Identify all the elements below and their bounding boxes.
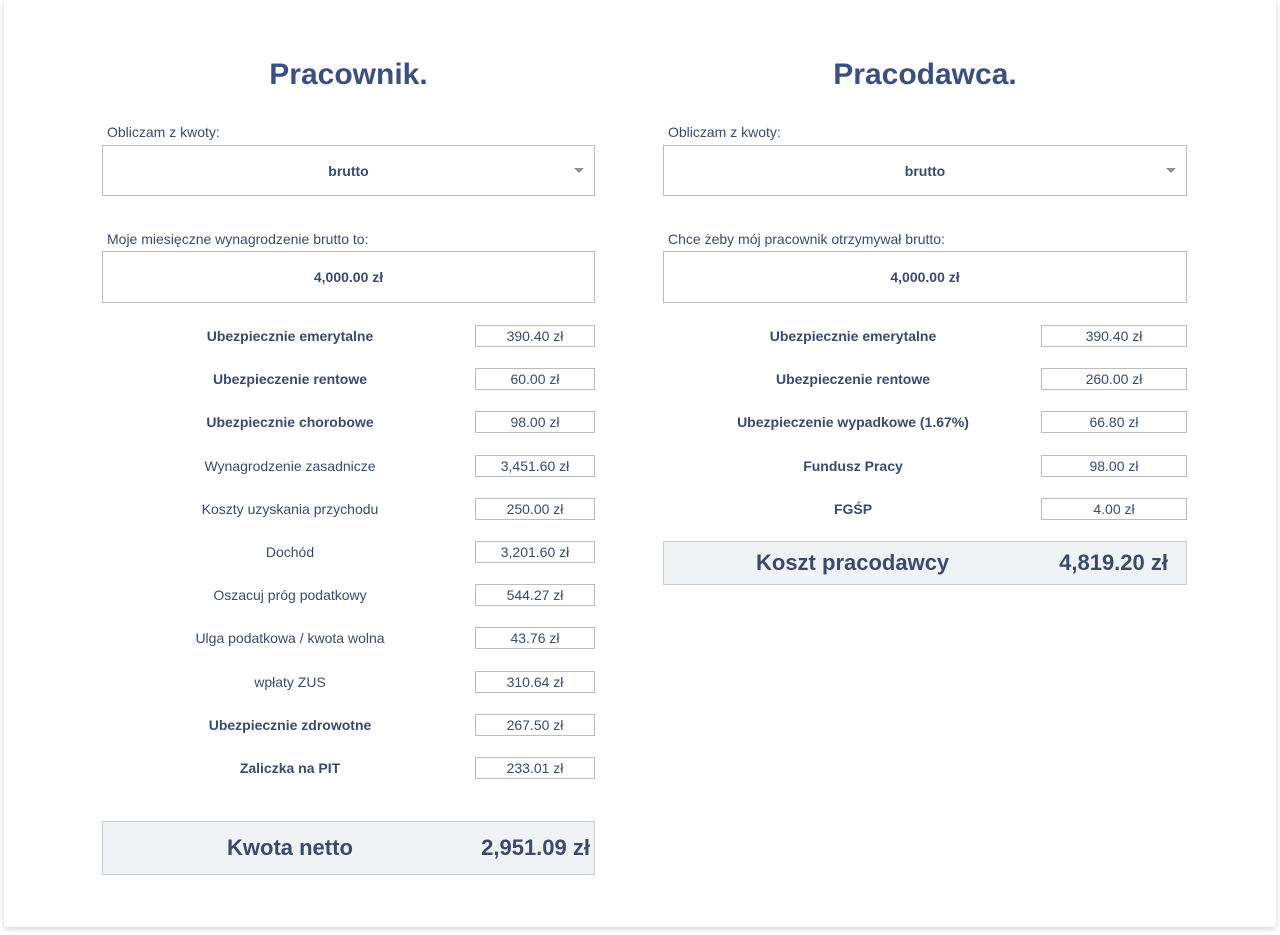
employee-row-value[interactable]: 3,451.60 zł (475, 455, 595, 477)
employee-row-value[interactable]: 250.00 zł (475, 498, 595, 520)
employee-row-value[interactable]: 3,201.60 zł (475, 541, 595, 563)
employee-row-value[interactable]: 43.76 zł (475, 627, 595, 649)
employee-row (102, 325, 595, 347)
employer-row (663, 411, 1187, 433)
employee-row-value[interactable]: 233.01 zł (475, 757, 595, 779)
employer-row (663, 368, 1187, 390)
employer-row-label: Ubezpiecznie emerytalne (769, 328, 937, 344)
employer-salary-label: Chce żeby mój pracownik otrzymywał brutto: (668, 231, 945, 247)
employee-row (102, 455, 595, 477)
employer-total-value: 4,819.20 zł (1059, 550, 1168, 575)
employee-row (102, 714, 595, 736)
employee-total-value: 2,951.09 zł (481, 835, 590, 860)
chevron-down-icon (574, 168, 584, 173)
employee-row-value[interactable]: 60.00 zł (475, 368, 595, 390)
employer-row-value[interactable]: 66.80 zł (1041, 411, 1187, 433)
employer-row-value[interactable]: 260.00 zł (1041, 368, 1187, 390)
employer-row (663, 455, 1187, 477)
employee-calc-from-label: Obliczam z kwoty: (107, 124, 220, 140)
employee-row (102, 368, 595, 390)
employee-row (102, 757, 595, 779)
employee-row-label: Wynagrodzenie zasadnicze (204, 457, 376, 474)
employee-row-label: Zaliczka na PIT (239, 760, 341, 776)
employer-row-label: Ubezpieczenie wypadkowe (1.67%) (737, 414, 969, 431)
calculator-card (4, 0, 1276, 927)
employee-salary-label: Moje miesięczne wynagrodzenie brutto to: (107, 231, 369, 247)
employer-row (663, 498, 1187, 520)
employer-calc-from-value: brutto (904, 162, 946, 179)
employer-total-label: Koszt pracodawcy (756, 550, 950, 575)
employer-row-label: FGŚP (833, 500, 873, 517)
employee-row-label: Ubezpieczenie rentowe (212, 371, 368, 388)
employee-total-label: Kwota netto (227, 835, 353, 860)
employee-row-label: Ubezpiecznie zdrowotne (208, 716, 372, 733)
employee-total (102, 821, 595, 875)
employee-row (102, 671, 595, 693)
employee-row-label: Dochód (265, 544, 315, 560)
employer-salary-input[interactable] (663, 251, 1187, 303)
employee-row-label: Oszacuj próg podatkowy (213, 587, 367, 604)
employer-total (663, 541, 1187, 585)
employer-row-value[interactable]: 390.40 zł (1041, 325, 1187, 347)
employer-row-value[interactable]: 4.00 zł (1041, 498, 1187, 520)
employee-row-value[interactable]: 98.00 zł (475, 411, 595, 433)
employee-row-value[interactable]: 310.64 zł (475, 671, 595, 693)
employee-row (102, 541, 595, 563)
employee-row-label: Koszty uzyskania przychodu (201, 500, 379, 517)
employee-row-label: Ubezpiecznie chorobowe (206, 414, 374, 431)
employer-row (663, 325, 1187, 347)
employer-heading: Pracodawca. (833, 58, 1017, 91)
chevron-down-icon (1166, 168, 1176, 173)
employee-row-label: Ulga podatkowa / kwota wolna (195, 630, 385, 647)
employee-row (102, 411, 595, 433)
employee-row-value[interactable]: 267.50 zł (475, 714, 595, 736)
employee-heading: Pracownik. (269, 58, 428, 91)
employer-row-value[interactable]: 98.00 zł (1041, 455, 1187, 477)
employer-calc-from-select[interactable] (663, 145, 1187, 196)
employee-salary-input[interactable] (102, 251, 595, 303)
employee-row (102, 627, 595, 649)
employer-row-label: Fundusz Pracy (803, 457, 903, 474)
employee-row (102, 498, 595, 520)
employer-row-label: Ubezpieczenie rentowe (775, 371, 931, 388)
employee-row-label: wpłaty ZUS (254, 673, 326, 690)
employer-calc-from-label: Obliczam z kwoty: (668, 124, 781, 140)
employee-salary-value: 4,000.00 zł (313, 269, 384, 285)
employee-row-label: Ubezpiecznie emerytalne (206, 328, 374, 344)
employer-salary-value: 4,000.00 zł (890, 269, 960, 285)
employee-calc-from-value: brutto (328, 162, 369, 179)
employee-row-value[interactable]: 544.27 zł (475, 584, 595, 606)
employee-row-value[interactable]: 390.40 zł (475, 325, 595, 347)
employee-calc-from-select[interactable] (102, 145, 595, 196)
employee-row (102, 584, 595, 606)
